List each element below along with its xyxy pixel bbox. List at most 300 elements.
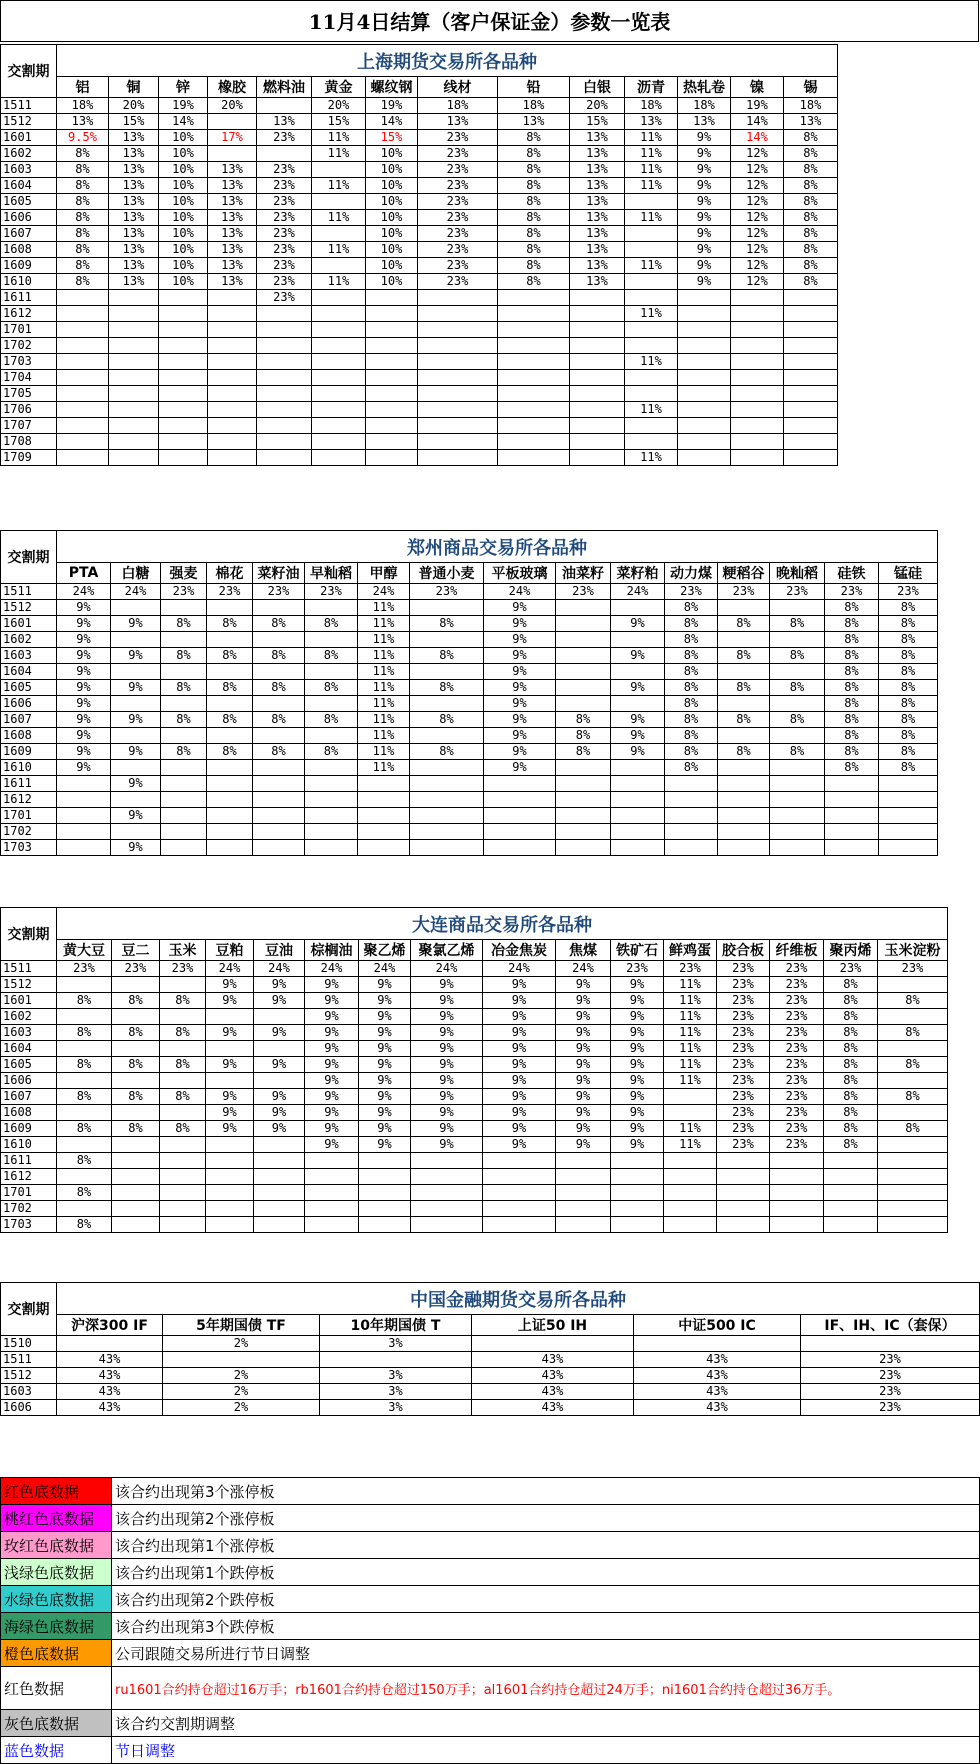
margin-cell [366, 450, 418, 466]
margin-cell: 8% [878, 1089, 948, 1105]
margin-cell: 8% [784, 258, 838, 274]
margin-cell: 11% [312, 178, 366, 194]
margin-cell [825, 808, 879, 824]
margin-cell [206, 1185, 254, 1201]
margin-cell: 23% [825, 584, 879, 600]
table-row [1, 1201, 948, 1217]
column-header: 聚丙烯 [824, 940, 878, 961]
column-header: 线材 [418, 77, 498, 98]
margin-cell [109, 306, 159, 322]
margin-cell: 23% [418, 210, 498, 226]
margin-cell: 12% [731, 194, 784, 210]
delivery-period-cell: 1703 [1, 1217, 57, 1233]
table-row [1, 146, 838, 162]
margin-cell [160, 1185, 206, 1201]
margin-cell [254, 1153, 305, 1169]
margin-cell [678, 386, 731, 402]
margin-cell: 8% [665, 696, 718, 712]
margin-cell: 8% [718, 680, 770, 696]
margin-cell: 23% [257, 258, 312, 274]
delivery-period-cell: 1701 [1, 808, 57, 824]
legend-row [1, 1586, 980, 1613]
margin-cell [717, 1153, 770, 1169]
margin-cell [410, 728, 484, 744]
delivery-period-cell: 1702 [1, 824, 57, 840]
margin-cell: 23% [257, 226, 312, 242]
margin-cell: 43% [472, 1352, 634, 1368]
margin-cell [718, 600, 770, 616]
margin-cell [161, 776, 207, 792]
margin-cell: 11% [358, 744, 410, 760]
margin-cell: 9% [305, 1041, 359, 1057]
margin-cell: 20% [312, 98, 366, 114]
legend-swatch-label: 蓝色数据 [1, 1737, 112, 1764]
margin-cell [254, 1009, 305, 1025]
margin-cell: 8% [305, 648, 358, 664]
margin-cell [207, 600, 253, 616]
margin-cell [570, 338, 625, 354]
margin-cell [611, 1217, 664, 1233]
margin-cell: 13% [208, 178, 257, 194]
delivery-period-cell: 1608 [1, 242, 57, 258]
margin-cell [784, 434, 838, 450]
margin-cell: 9% [254, 1057, 305, 1073]
margin-cell [257, 306, 312, 322]
margin-cell: 8% [824, 1057, 878, 1073]
margin-cell [556, 1185, 611, 1201]
margin-cell [611, 840, 665, 856]
margin-cell [305, 728, 358, 744]
table-row [1, 696, 938, 712]
margin-cell [312, 194, 366, 210]
margin-cell: 10% [366, 226, 418, 242]
legend-swatch-label: 海绿色底数据 [1, 1613, 112, 1640]
table-row [1, 792, 938, 808]
margin-cell: 15% [366, 130, 418, 146]
legend-row [1, 1532, 980, 1559]
margin-cell [359, 1153, 411, 1169]
table-row [1, 130, 838, 146]
margin-cell: 9% [411, 993, 483, 1009]
margin-cell [112, 1169, 160, 1185]
legend-description: 公司跟随交易所进行节日调整 [112, 1640, 980, 1667]
margin-cell: 23% [878, 961, 948, 977]
margin-cell [570, 370, 625, 386]
table-row [1, 354, 838, 370]
margin-cell [878, 1217, 948, 1233]
margin-cell: 9% [206, 1025, 254, 1041]
column-header: 冶金焦炭 [483, 940, 556, 961]
margin-cell: 11% [358, 600, 410, 616]
margin-cell: 13% [257, 114, 312, 130]
margin-cell [366, 338, 418, 354]
margin-cell [625, 274, 678, 290]
margin-cell: 9% [359, 1041, 411, 1057]
margin-cell: 13% [109, 130, 159, 146]
margin-cell [207, 728, 253, 744]
margin-cell [410, 824, 484, 840]
margin-cell: 8% [665, 760, 718, 776]
margin-cell [159, 402, 208, 418]
column-header: 锌 [159, 77, 208, 98]
margin-cell: 23% [717, 1009, 770, 1025]
column-header: 铝 [57, 77, 109, 98]
margin-cell: 9% [254, 1025, 305, 1041]
margin-cell: 11% [625, 354, 678, 370]
margin-cell: 9% [359, 1057, 411, 1073]
table-row [1, 1089, 948, 1105]
margin-cell [207, 632, 253, 648]
margin-cell: 9% [611, 1137, 664, 1153]
margin-cell [678, 370, 731, 386]
margin-cell: 9% [611, 1009, 664, 1025]
margin-cell: 8% [825, 680, 879, 696]
margin-cell [257, 146, 312, 162]
margin-cell: 8% [57, 210, 109, 226]
margin-cell: 9% [359, 1121, 411, 1137]
margin-cell: 11% [312, 210, 366, 226]
table-row [1, 1073, 948, 1089]
margin-cell [312, 418, 366, 434]
table-row [1, 648, 938, 664]
period-label: 交割期 [1, 908, 57, 961]
margin-cell: 9% [359, 1009, 411, 1025]
legend-description: 该合约出现第1个涨停板 [112, 1532, 980, 1559]
margin-cell: 23% [770, 993, 824, 1009]
column-header: 锡 [784, 77, 838, 98]
margin-cell [109, 450, 159, 466]
margin-cell [718, 776, 770, 792]
margin-cell: 23% [418, 162, 498, 178]
margin-cell: 12% [731, 178, 784, 194]
margin-cell: 43% [472, 1384, 634, 1400]
margin-cell: 8% [784, 178, 838, 194]
margin-cell: 24% [411, 961, 483, 977]
margin-cell [257, 370, 312, 386]
margin-cell [678, 402, 731, 418]
table-row [1, 1352, 980, 1368]
margin-cell: 24% [483, 961, 556, 977]
margin-cell [770, 760, 825, 776]
margin-cell [366, 306, 418, 322]
margin-cell [358, 792, 410, 808]
margin-cell: 8% [498, 274, 570, 290]
legend-swatch-label: 玫红色底数据 [1, 1532, 112, 1559]
margin-cell [570, 450, 625, 466]
column-header: 热轧卷 [678, 77, 731, 98]
margin-cell [366, 370, 418, 386]
margin-cell: 11% [625, 402, 678, 418]
margin-cell: 13% [109, 146, 159, 162]
margin-cell: 9% [111, 648, 161, 664]
margin-cell: 8% [879, 744, 938, 760]
table-row [1, 258, 838, 274]
margin-cell: 9% [254, 1121, 305, 1137]
margin-cell [257, 354, 312, 370]
margin-cell [418, 434, 498, 450]
margin-cell: 9% [484, 664, 556, 680]
margin-cell [498, 290, 570, 306]
margin-cell [718, 792, 770, 808]
margin-cell [556, 1201, 611, 1217]
margin-cell [257, 434, 312, 450]
margin-cell: 9% [484, 600, 556, 616]
margin-cell: 8% [825, 696, 879, 712]
margin-cell: 8% [825, 600, 879, 616]
margin-cell: 9% [111, 680, 161, 696]
margin-cell: 11% [664, 1025, 717, 1041]
margin-cell [611, 792, 665, 808]
margin-cell [731, 338, 784, 354]
legend-description: ru1601合约持仓超过16万手；rb1601合约持仓超过150万手；al1601合约持仓超过24万手；ni1601合约持仓超过36万手。 [112, 1667, 980, 1710]
column-header: 铅 [498, 77, 570, 98]
margin-cell [57, 808, 111, 824]
delivery-period-cell: 1511 [1, 961, 57, 977]
margin-cell [111, 632, 161, 648]
margin-cell [57, 1336, 163, 1352]
column-header: 燃料油 [257, 77, 312, 98]
margin-cell [611, 760, 665, 776]
margin-cell: 10% [366, 210, 418, 226]
margin-cell: 23% [717, 1137, 770, 1153]
column-header: 纤维板 [770, 940, 824, 961]
margin-cell: 8% [498, 194, 570, 210]
margin-cell [112, 1009, 160, 1025]
margin-cell [253, 632, 305, 648]
margin-cell: 9% [611, 1041, 664, 1057]
margin-cell: 13% [418, 114, 498, 130]
margin-cell: 11% [358, 632, 410, 648]
margin-cell: 8% [57, 146, 109, 162]
margin-cell: 13% [57, 114, 109, 130]
table-row [1, 434, 838, 450]
margin-cell: 10% [366, 178, 418, 194]
margin-cell: 8% [665, 728, 718, 744]
margin-cell: 11% [664, 993, 717, 1009]
margin-cell [112, 977, 160, 993]
margin-cell: 9% [254, 1105, 305, 1121]
margin-cell [498, 402, 570, 418]
margin-cell: 8% [770, 648, 825, 664]
margin-cell: 9% [305, 1105, 359, 1121]
margin-cell [718, 696, 770, 712]
margin-cell: 18% [498, 98, 570, 114]
margin-cell [410, 664, 484, 680]
margin-cell: 11% [358, 712, 410, 728]
delivery-period-cell: 1511 [1, 1352, 57, 1368]
margin-cell: 8% [784, 274, 838, 290]
margin-cell [570, 386, 625, 402]
margin-cell [366, 402, 418, 418]
margin-cell [770, 664, 825, 680]
margin-cell [731, 354, 784, 370]
margin-cell [305, 1153, 359, 1169]
margin-cell [718, 760, 770, 776]
margin-cell: 10% [159, 242, 208, 258]
margin-cell: 9% [305, 1025, 359, 1041]
margin-cell [718, 664, 770, 680]
margin-cell: 9% [611, 680, 665, 696]
margin-cell: 24% [206, 961, 254, 977]
margin-cell: 8% [57, 1153, 112, 1169]
margin-cell: 13% [208, 258, 257, 274]
margin-cell [556, 1153, 611, 1169]
margin-cell: 10% [159, 226, 208, 242]
margin-cell [206, 1217, 254, 1233]
margin-cell: 8% [498, 130, 570, 146]
table-row [1, 712, 938, 728]
margin-cell: 2% [163, 1368, 320, 1384]
margin-cell [160, 1169, 206, 1185]
header-row [1, 563, 938, 584]
margin-cell: 9% [411, 1025, 483, 1041]
page-title: 11月4日结算（客户保证金）参数一览表 [0, 0, 979, 42]
margin-cell: 10% [159, 258, 208, 274]
column-header: 普通小麦 [410, 563, 484, 584]
margin-cell [359, 1169, 411, 1185]
margin-cell [161, 728, 207, 744]
period-label: 交割期 [1, 1283, 57, 1336]
table-row [1, 1041, 948, 1057]
margin-cell: 9% [254, 977, 305, 993]
margin-cell: 23% [770, 977, 824, 993]
margin-cell: 24% [359, 961, 411, 977]
margin-cell [878, 1137, 948, 1153]
exchange-table-2 [0, 907, 948, 1233]
margin-cell: 8% [665, 744, 718, 760]
margin-cell [112, 1105, 160, 1121]
margin-cell [312, 322, 366, 338]
margin-cell [570, 306, 625, 322]
delivery-period-cell: 1603 [1, 1384, 57, 1400]
margin-cell [770, 824, 825, 840]
margin-cell: 19% [159, 98, 208, 114]
margin-cell: 12% [731, 258, 784, 274]
delivery-period-cell: 1607 [1, 1089, 57, 1105]
margin-cell [254, 1137, 305, 1153]
margin-cell: 8% [207, 680, 253, 696]
margin-cell: 23% [770, 1057, 824, 1073]
margin-cell [498, 386, 570, 402]
column-header: 沪深300 IF [57, 1315, 163, 1336]
column-header: 橡胶 [208, 77, 257, 98]
margin-cell [57, 1169, 112, 1185]
margin-cell [208, 434, 257, 450]
margin-cell: 43% [57, 1368, 163, 1384]
margin-cell: 9% [611, 648, 665, 664]
margin-cell: 8% [878, 1057, 948, 1073]
margin-cell: 11% [625, 178, 678, 194]
margin-cell [879, 840, 938, 856]
margin-cell [498, 418, 570, 434]
margin-cell [611, 1169, 664, 1185]
margin-cell [556, 792, 611, 808]
margin-cell: 9% [359, 977, 411, 993]
margin-cell: 13% [570, 274, 625, 290]
margin-cell [206, 1153, 254, 1169]
margin-cell [257, 450, 312, 466]
margin-cell [418, 450, 498, 466]
delivery-period-cell: 1702 [1, 1201, 57, 1217]
margin-cell [254, 1217, 305, 1233]
delivery-period-cell: 1707 [1, 418, 57, 434]
margin-cell [111, 824, 161, 840]
margin-cell: 18% [784, 98, 838, 114]
margin-cell: 8% [57, 226, 109, 242]
margin-cell: 8% [824, 1089, 878, 1105]
margin-cell [160, 1153, 206, 1169]
margin-cell: 11% [625, 306, 678, 322]
margin-cell [556, 824, 611, 840]
margin-cell: 9% [678, 178, 731, 194]
margin-cell: 23% [717, 1025, 770, 1041]
margin-cell: 11% [312, 146, 366, 162]
margin-cell [484, 808, 556, 824]
margin-cell: 9% [411, 1121, 483, 1137]
margin-cell [718, 808, 770, 824]
column-header: 5年期国债 TF [163, 1315, 320, 1336]
margin-cell: 9% [305, 1121, 359, 1137]
margin-cell: 9% [484, 696, 556, 712]
margin-cell: 8% [665, 616, 718, 632]
margin-cell [731, 306, 784, 322]
margin-cell [253, 760, 305, 776]
column-header: 棕榈油 [305, 940, 359, 961]
legend-row [1, 1667, 980, 1710]
margin-cell [359, 1201, 411, 1217]
table-row [1, 1217, 948, 1233]
delivery-period-cell: 1612 [1, 1169, 57, 1185]
margin-cell: 23% [879, 584, 938, 600]
margin-cell [112, 1137, 160, 1153]
margin-cell: 43% [634, 1352, 801, 1368]
margin-cell: 19% [366, 98, 418, 114]
margin-cell [770, 808, 825, 824]
margin-cell: 9% [305, 1089, 359, 1105]
margin-cell [718, 840, 770, 856]
margin-cell: 9% [359, 1089, 411, 1105]
margin-cell [253, 664, 305, 680]
margin-cell: 8% [305, 712, 358, 728]
margin-cell: 8% [665, 680, 718, 696]
margin-cell [207, 760, 253, 776]
margin-cell: 43% [472, 1368, 634, 1384]
margin-cell [678, 354, 731, 370]
margin-cell: 8% [57, 1057, 112, 1073]
margin-cell: 9% [411, 1073, 483, 1089]
delivery-period-cell: 1512 [1, 114, 57, 130]
margin-cell: 9% [484, 760, 556, 776]
margin-cell [611, 696, 665, 712]
delivery-period-cell: 1609 [1, 744, 57, 760]
margin-cell: 8% [161, 680, 207, 696]
margin-cell: 8% [498, 242, 570, 258]
margin-cell: 8% [57, 274, 109, 290]
margin-cell: 9% [611, 728, 665, 744]
table-row [1, 402, 838, 418]
margin-cell [717, 1217, 770, 1233]
margin-cell [665, 792, 718, 808]
margin-cell [366, 434, 418, 450]
margin-cell [731, 386, 784, 402]
margin-cell: 11% [358, 696, 410, 712]
margin-cell [57, 824, 111, 840]
margin-cell: 13% [208, 162, 257, 178]
margin-cell [207, 824, 253, 840]
margin-cell [625, 386, 678, 402]
margin-cell: 8% [57, 1217, 112, 1233]
margin-cell [208, 290, 257, 306]
